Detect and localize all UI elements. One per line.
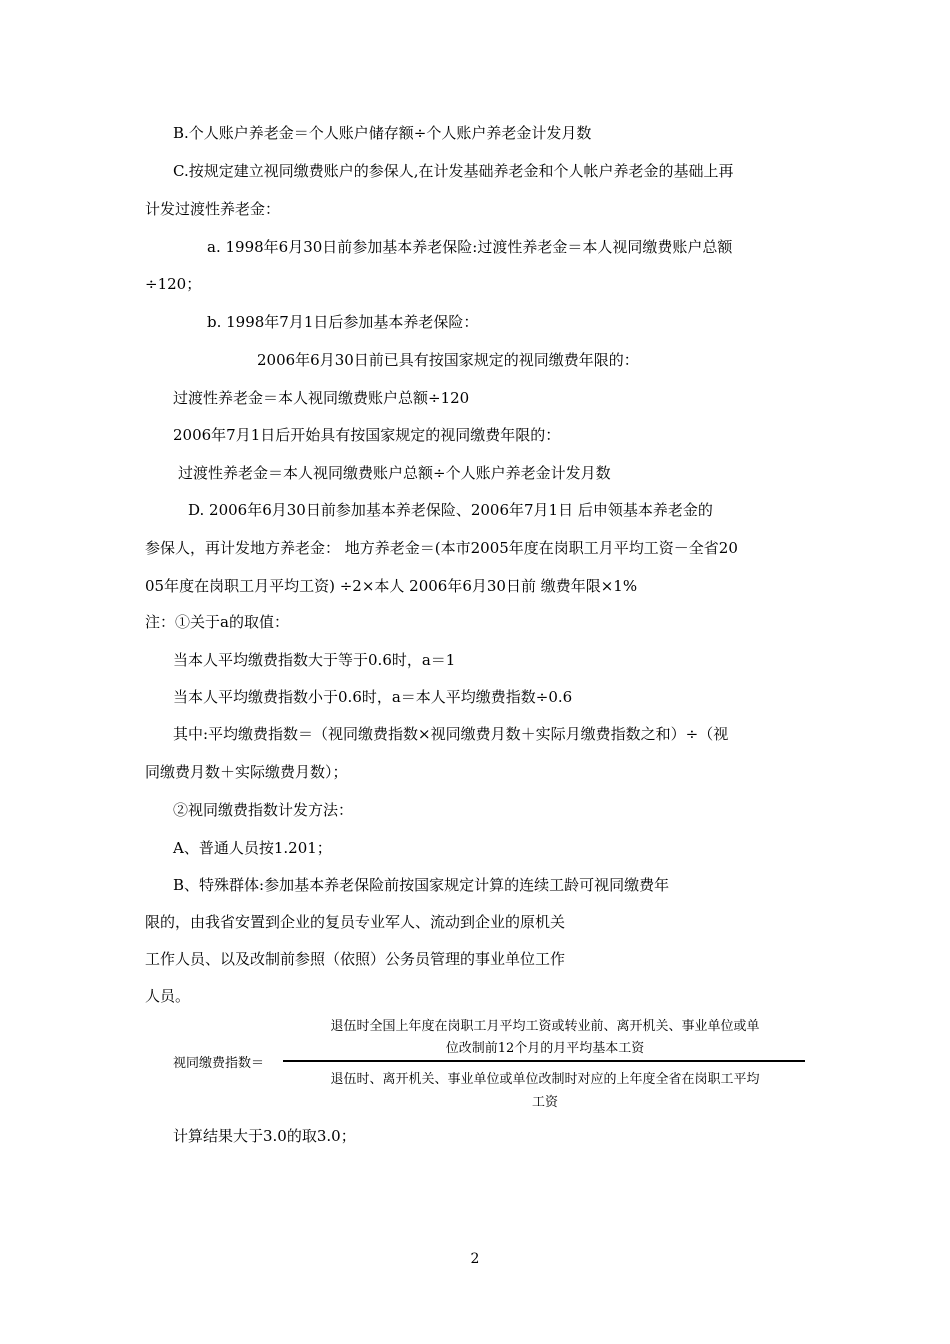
item-b-case-1: 2006年6月30日前已具有按国家规定的视同缴费年限的： <box>257 351 639 369</box>
formula-denominator-line-2: 工资 <box>531 1095 558 1110</box>
formula-numerator-line-2: 位改制前12个月的月平均基本工资 <box>445 1041 645 1056</box>
average-index-definition-continued: 同缴费月数＋实际缴费月数）； <box>145 763 348 781</box>
fraction-bar <box>283 1060 805 1062</box>
page-number: 2 <box>470 1251 480 1267</box>
note-2-item-b-continued-2: 工作人员、以及改制前参照（依照）公务员管理的事业单位工作 <box>145 950 566 968</box>
paragraph-c: C.按规定建立视同缴费账户的参保人,在计发基础养老金和个人帐户养老金的基础上再 <box>173 162 734 180</box>
item-a: a. 1998年6月30日前参加基本养老保险:过渡性养老金＝本人视同缴费账户总额 <box>207 238 733 256</box>
item-a-continued: ÷120； <box>145 275 202 293</box>
paragraph-d-continued-1: 参保人，再计发地方养老金： 地方养老金＝(本市2005年度在岗职工月平均工资－全省20 <box>145 539 738 557</box>
item-b-formula-1: 过渡性养老金＝本人视同缴费账户总额÷120 <box>173 389 470 407</box>
item-b: b. 1998年7月1日后参加基本养老保险： <box>207 313 479 331</box>
item-b-case-2: 2006年7月1日后开始具有按国家规定的视同缴费年限的： <box>173 426 561 444</box>
item-b-formula-2: 过渡性养老金＝本人视同缴费账户总额÷个人账户养老金计发月数 <box>178 464 611 482</box>
note-heading: 注：①关于a的取值： <box>145 613 289 631</box>
paragraph-c-continued: 计发过渡性养老金： <box>145 200 281 218</box>
paragraph-d-continued-2: 05年度在岗职工月平均工资) ÷2×本人 2006年6月30日前 缴费年限×1% <box>145 577 638 595</box>
note-2-heading: ②视同缴费指数计发方法： <box>173 801 354 819</box>
paragraph-d: D. 2006年6月30日前参加基本养老保险、2006年7月1日 后申领基本养老金的 <box>188 501 713 519</box>
formula-label: 视同缴费指数＝ <box>173 1056 265 1071</box>
formula-numerator-line-1: 退伍时全国上年度在岗职工月平均工资或转业前、离开机关、事业单位或单 <box>330 1019 760 1034</box>
note-2-item-b-continued-1: 限的，由我省安置到企业的复员专业军人、流动到企业的原机关 <box>145 913 566 931</box>
note-2-item-b-continued-3: 人员。 <box>145 987 191 1005</box>
paragraph-b: B.个人账户养老金＝个人账户储存额÷个人账户养老金计发月数 <box>173 124 592 142</box>
formula-denominator-line-1: 退伍时、离开机关、事业单位或单位改制时对应的上年度全省在岗职工平均 <box>330 1072 760 1087</box>
calculation-cap-note: 计算结果大于3.0的取3.0； <box>173 1127 356 1145</box>
note-a-case-1: 当本人平均缴费指数大于等于0.6时，a＝1 <box>173 651 456 669</box>
note-2-item-b: B、特殊群体:参加基本养老保险前按国家规定计算的连续工龄可视同缴费年 <box>173 876 670 894</box>
average-index-definition: 其中:平均缴费指数＝（视同缴费指数×视同缴费月数＋实际月缴费指数之和）÷（视 <box>173 725 729 743</box>
note-a-case-2: 当本人平均缴费指数小于0.6时，a＝本人平均缴费指数÷0.6 <box>173 688 573 706</box>
note-2-item-a: A、普通人员按1.201； <box>173 839 332 857</box>
